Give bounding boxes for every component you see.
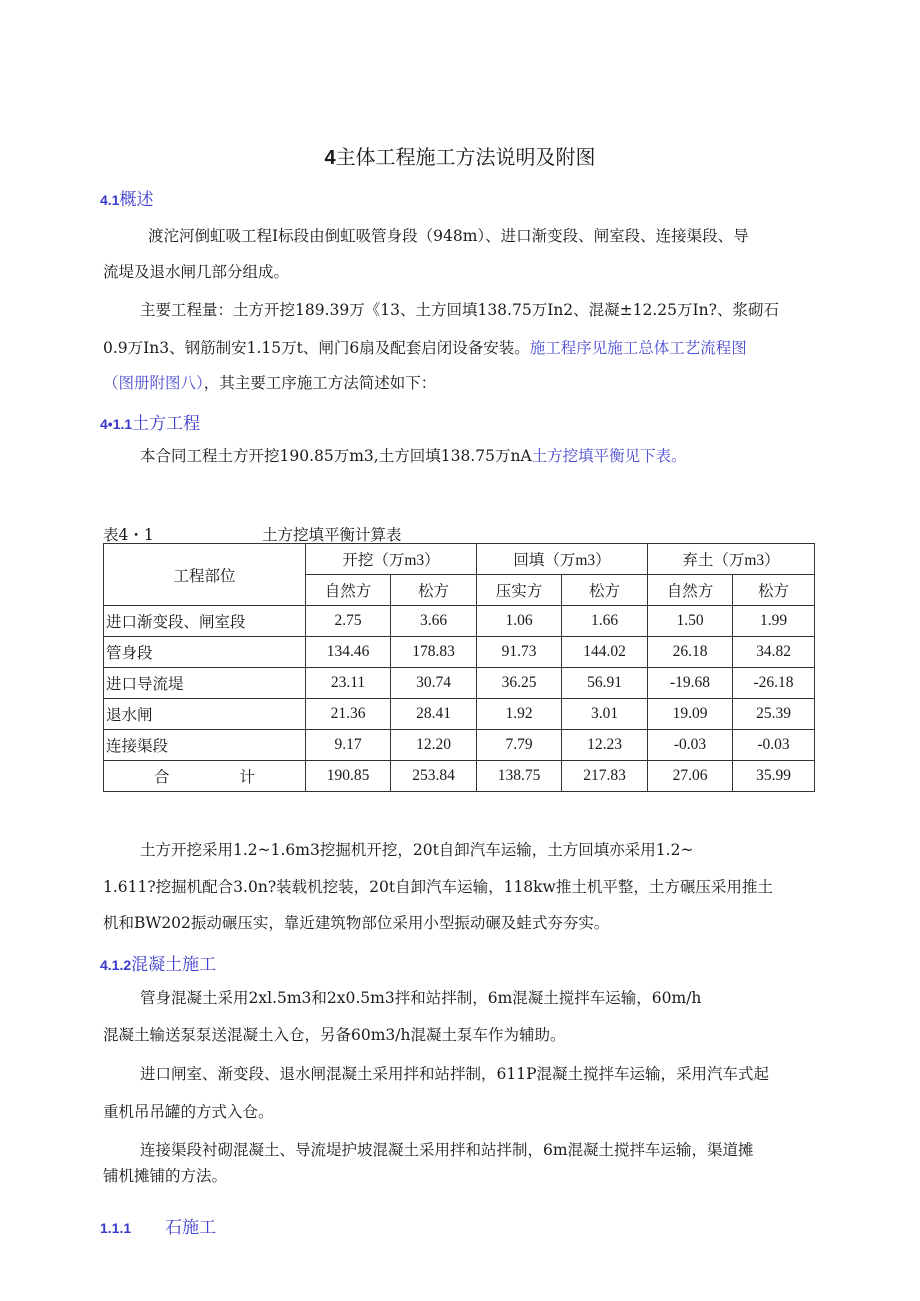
section-heading-4-1-2: 4.1.2混凝土施工: [100, 955, 217, 975]
paragraph-line: 混凝土输送泵泵送混凝土入仓，另备60m3/h混凝土泵车作为辅助。: [103, 1026, 566, 1044]
paragraph-line: 机和BW202振动碾压实，靠近建筑物部位采用小型振动碾及蛙式夯夯实。: [103, 914, 610, 932]
value-cell: 1.99: [733, 606, 815, 637]
value-cell: -0.03: [648, 730, 733, 761]
value-cell: 23.11: [306, 668, 391, 699]
value-cell: 253.84: [391, 761, 477, 792]
paragraph-line: 主要工程量：土方开挖189.39万《13、土方回填138.75万In2、混凝±12.25万In?、浆砌石: [140, 301, 779, 319]
paragraph-line: 连接渠段衬砌混凝土、导流堤护坡混凝土采用拌和站拌制，6m混凝土搅拌车运输，渠道摊: [140, 1141, 754, 1159]
subheader-cell: 自然方: [648, 575, 733, 606]
row-name-cell: 管身段: [104, 637, 306, 668]
value-cell: 7.79: [477, 730, 562, 761]
value-cell: 30.74: [391, 668, 477, 699]
subheader-cell: 松方: [562, 575, 648, 606]
value-cell: 56.91: [562, 668, 648, 699]
table-row: [104, 730, 815, 761]
paragraph-line: 1.611?挖掘机配合3.0n?装载机挖装，20t自卸汽车运输，118kw推土机平整，土方碾压采用推土: [103, 878, 773, 896]
table-caption-label: 表4・1: [103, 526, 154, 544]
paragraph-line: 进口闸室、渐变段、退水闸混凝土采用拌和站拌制，611P混凝土搅拌车运输，采用汽车式起: [140, 1065, 770, 1083]
page-title: 4主体工程施工方法说明及附图: [324, 145, 596, 169]
value-cell: 28.41: [391, 699, 477, 730]
value-cell: 3.66: [391, 606, 477, 637]
subheader-cell: 松方: [733, 575, 815, 606]
value-cell: 27.06: [648, 761, 733, 792]
row-name-cell: 进口导流堤: [104, 668, 306, 699]
value-cell: 138.75: [477, 761, 562, 792]
paragraph-line: 管身混凝土采用2xl.5m3和2x0.5m3拌和站拌制，6m混凝土搅拌车运输，60m/h: [140, 989, 702, 1007]
table-row: [104, 699, 815, 730]
value-cell: -0.03: [733, 730, 815, 761]
table-row: [104, 668, 815, 699]
paragraph-line: 渡沱河倒虹吸工程Ⅰ标段由倒虹吸管身段（948m）、进口渐变段、闸室段、连接渠段、导: [148, 227, 749, 245]
value-cell: 1.92: [477, 699, 562, 730]
subheader-cell: 压实方: [477, 575, 562, 606]
table-row: [104, 606, 815, 637]
value-cell: 3.01: [562, 699, 648, 730]
subheader-cell: 松方: [391, 575, 477, 606]
value-cell: 91.73: [477, 637, 562, 668]
value-cell: 217.83: [562, 761, 648, 792]
value-cell: 144.02: [562, 637, 648, 668]
table-header-row: [104, 544, 815, 575]
paragraph-line: 土方开挖采用1.2~1.6m3挖掘机开挖，20t自卸汽车运输，土方回填亦采用1.2~: [140, 841, 694, 859]
header-cell: 弃土（万m3）: [648, 544, 815, 575]
figure-reference[interactable]: （图册附图八）: [103, 374, 204, 392]
value-cell: 26.18: [648, 637, 733, 668]
header-cell: 回填（万m3）: [477, 544, 648, 575]
value-cell: 9.17: [306, 730, 391, 761]
row-name-cell: 退水闸: [104, 699, 306, 730]
paragraph-line: （图册附图八），其主要工序施工方法简述如下：: [103, 374, 437, 392]
table-caption: 土方挖填平衡计算表: [262, 526, 402, 544]
section-heading-1-1-1: 1.1.1 石施工: [100, 1218, 217, 1238]
paragraph-line: 铺机摊铺的方法。: [103, 1167, 228, 1185]
subheader-cell: 自然方: [306, 575, 391, 606]
paragraph-line: 0.9万In3、钢筋制安1.15万t、闸门6扇及配套启闭设备安装。施工程序见施工总体工艺流程图: [103, 339, 747, 357]
earthwork-balance-table: [103, 543, 815, 792]
table-row: [104, 637, 815, 668]
value-cell: 34.82: [733, 637, 815, 668]
value-cell: -26.18: [733, 668, 815, 699]
paragraph-line: 本合同工程土方开挖190.85万m3,土方回填138.75万nA土方挖填平衡见下表。: [140, 447, 687, 465]
row-name-cell: 进口渐变段、闸室段: [104, 606, 306, 637]
paragraph-line: 重机吊吊罐的方式入仓。: [103, 1103, 274, 1121]
value-cell: -19.68: [648, 668, 733, 699]
section-heading-4-1-1: 4•1.1土方工程: [100, 414, 201, 434]
table-total-row: [104, 761, 815, 792]
value-cell: 2.75: [306, 606, 391, 637]
value-cell: 12.20: [391, 730, 477, 761]
value-cell: 134.46: [306, 637, 391, 668]
header-cell: 工程部位: [104, 544, 306, 606]
value-cell: 19.09: [648, 699, 733, 730]
total-label-cell: 合 计: [104, 761, 306, 792]
table-reference[interactable]: 土方挖填平衡见下表。: [531, 447, 687, 465]
value-cell: 21.36: [306, 699, 391, 730]
flowchart-reference[interactable]: 施工程序见施工总体工艺流程图: [529, 339, 747, 357]
value-cell: 1.50: [648, 606, 733, 637]
value-cell: 36.25: [477, 668, 562, 699]
section-heading-4-1: 4.1概述: [100, 190, 154, 210]
header-cell: 开挖（万m3）: [306, 544, 477, 575]
value-cell: 190.85: [306, 761, 391, 792]
value-cell: 12.23: [562, 730, 648, 761]
value-cell: 35.99: [733, 761, 815, 792]
value-cell: 178.83: [391, 637, 477, 668]
value-cell: 25.39: [733, 699, 815, 730]
value-cell: 1.06: [477, 606, 562, 637]
row-name-cell: 连接渠段: [104, 730, 306, 761]
paragraph-line: 流堤及退水闸几部分组成。: [103, 263, 290, 281]
value-cell: 1.66: [562, 606, 648, 637]
